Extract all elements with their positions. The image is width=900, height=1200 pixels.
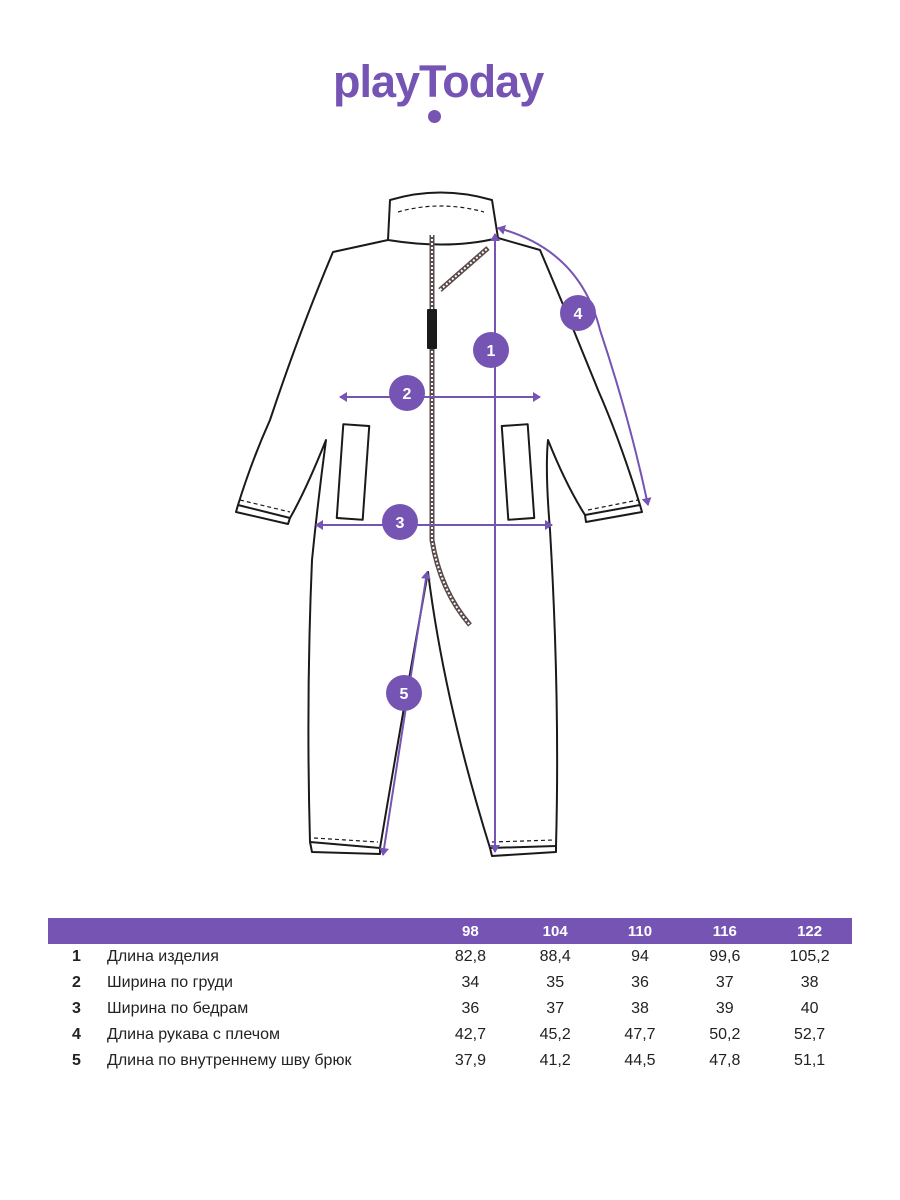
row-number: 3	[72, 1000, 81, 1017]
left-cuff	[236, 505, 290, 524]
size-col-110: 110	[598, 918, 683, 944]
measure-line-5	[383, 572, 427, 855]
cell-value: 47,8	[709, 1052, 741, 1069]
cell-value: 45,2	[539, 1026, 571, 1043]
row-number: 1	[72, 948, 81, 965]
row-number: 2	[72, 974, 81, 991]
collar-inner	[398, 206, 484, 212]
cell-value: 38	[631, 1000, 649, 1017]
cell-value: 42,7	[454, 1026, 486, 1043]
cell-value: 52,7	[794, 1026, 826, 1043]
brand-logo-text: playToday	[333, 56, 544, 107]
cell-value: 88,4	[539, 948, 571, 965]
marker-1	[473, 332, 509, 368]
table-row	[48, 970, 852, 996]
zipper-pull	[428, 310, 436, 348]
size-col-104: 104	[513, 918, 598, 944]
cell-value: 40	[800, 1000, 819, 1017]
cell-value: 82,8	[454, 948, 486, 965]
size-table	[48, 918, 852, 1074]
row-label: Длина рукава с плечом	[107, 1026, 280, 1043]
cell-value: 35	[546, 974, 565, 991]
marker-3-label: 3	[395, 515, 405, 532]
marker-5	[386, 675, 422, 711]
cell-value: 50,2	[709, 1026, 741, 1043]
cell-value: 41,2	[539, 1052, 571, 1069]
row-label: Ширина по бедрам	[107, 1000, 249, 1017]
cell-value: 47,7	[624, 1026, 656, 1043]
header-empty-label	[103, 918, 428, 944]
row-number: 5	[72, 1052, 81, 1069]
left-pocket	[337, 424, 369, 520]
row-label: Длина изделия	[107, 948, 219, 965]
size-header-row	[48, 918, 852, 944]
header-empty-num	[48, 918, 103, 944]
table-row	[48, 1048, 852, 1074]
marker-3	[382, 504, 418, 540]
collar	[388, 193, 498, 245]
size-col-98: 98	[428, 918, 513, 944]
marker-5-label: 5	[399, 686, 409, 703]
cell-value: 37,9	[454, 1052, 486, 1069]
cell-value: 34	[461, 974, 480, 991]
cell-value: 37	[715, 974, 734, 991]
marker-2-label: 2	[402, 386, 412, 403]
table-row	[48, 1022, 852, 1048]
row-label: Ширина по груди	[107, 974, 233, 991]
marker-4-label: 4	[573, 306, 583, 323]
cell-value: 36	[461, 1000, 480, 1017]
cell-value: 105,2	[789, 948, 830, 965]
marker-4	[560, 295, 596, 331]
cell-value: 36	[631, 974, 649, 991]
row-number: 4	[72, 1026, 81, 1043]
cell-value: 94	[631, 948, 649, 965]
size-col-116: 116	[682, 918, 767, 944]
marker-2	[389, 375, 425, 411]
size-col-122: 122	[767, 918, 852, 944]
cell-value: 37	[546, 1000, 565, 1017]
cell-value: 99,6	[709, 948, 741, 965]
table-row	[48, 944, 852, 970]
row-label: Длина по внутреннему шву брюк	[107, 1052, 352, 1069]
cell-value: 44,5	[624, 1052, 656, 1069]
cell-value: 51,1	[794, 1052, 826, 1069]
cell-value: 39	[715, 1000, 734, 1017]
marker-1-label: 1	[486, 343, 496, 360]
cell-value: 38	[800, 974, 819, 991]
right-pocket	[502, 424, 534, 520]
measurements	[316, 228, 648, 855]
table-row	[48, 996, 852, 1022]
